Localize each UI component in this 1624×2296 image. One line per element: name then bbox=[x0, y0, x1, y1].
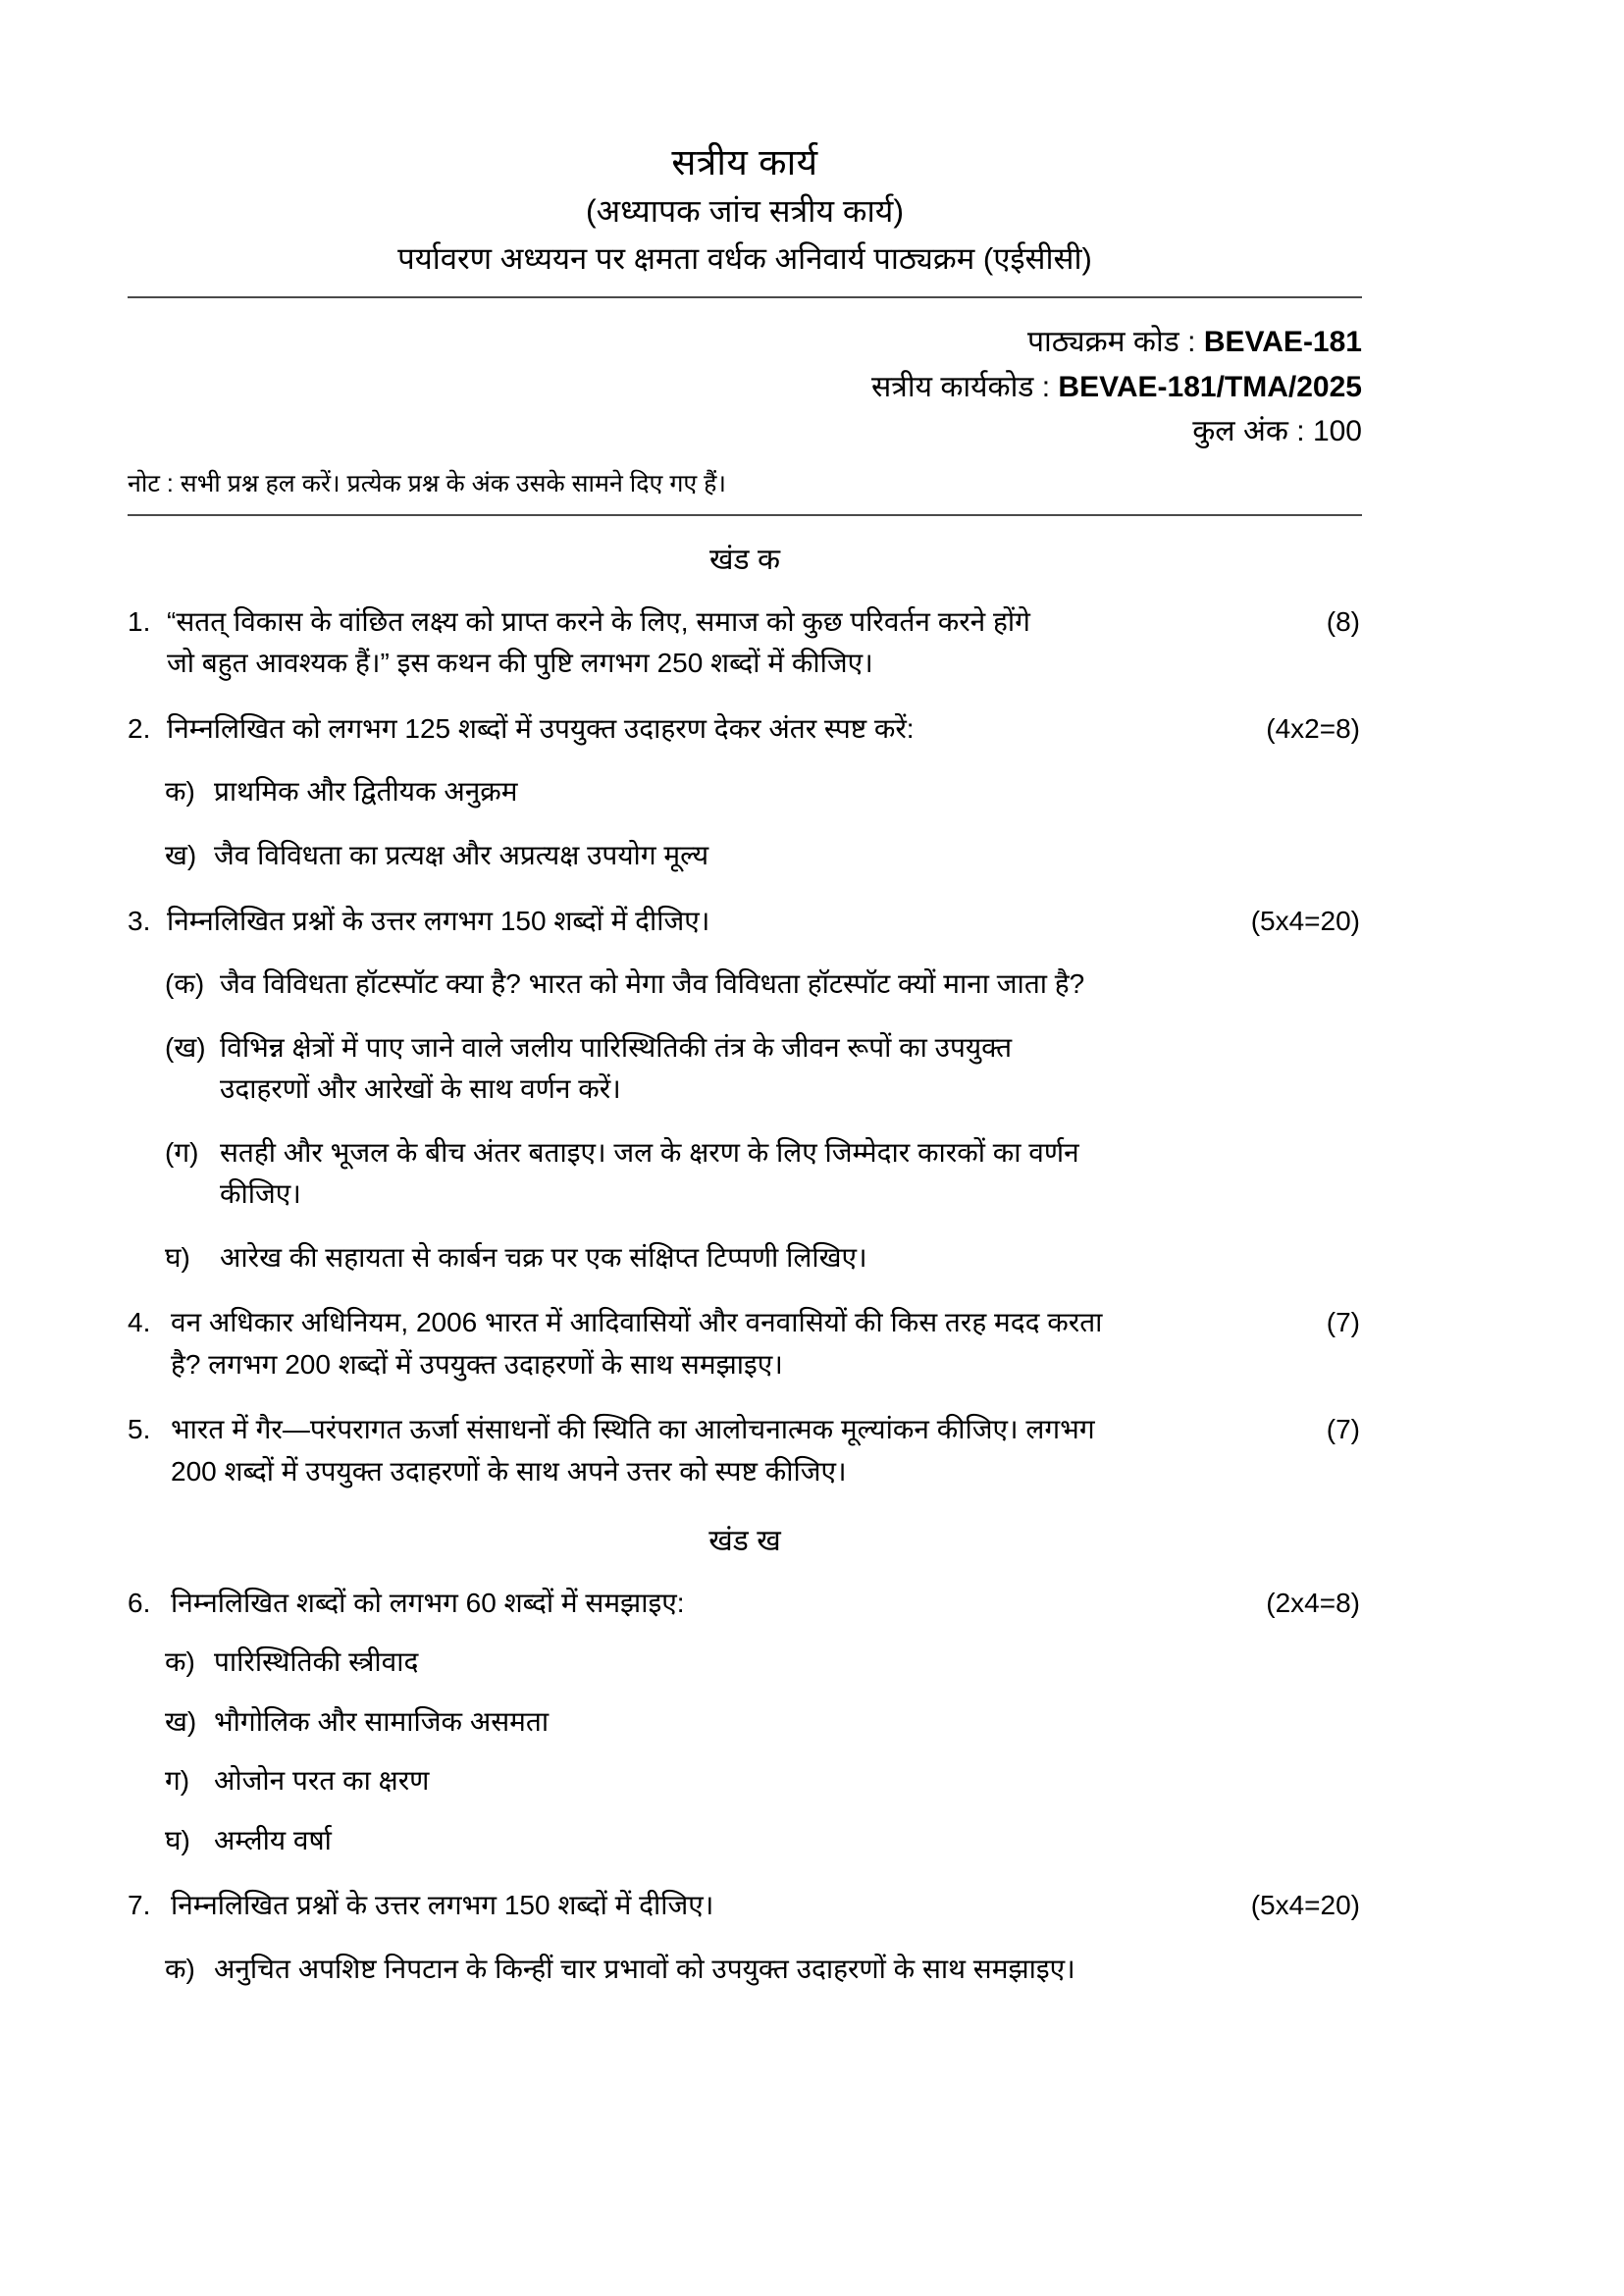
question-subpart bbox=[128, 771, 1362, 813]
question-marks: (7) bbox=[1326, 1414, 1360, 1445]
subpart-text bbox=[214, 1949, 1362, 1991]
subpart-line: अनुचित अपशिष्ट निपटान के किन्हीं चार प्रभावों को उपयुक्त उदाहरणों के साथ समझाइए। bbox=[214, 1953, 1075, 1984]
question-line: निम्नलिखित प्रश्नों के उत्तर लगभग 150 शब्दों में दीजिए। bbox=[167, 905, 710, 936]
question-text bbox=[171, 1302, 1242, 1385]
subpart-line: ओजोन परत का क्षरण bbox=[214, 1765, 430, 1797]
page-subtitle-secondary: पर्यावरण अध्ययन पर क्षमता वर्धक अनिवार्य पाठ्यक्रम (एईसीसी) bbox=[397, 240, 1092, 276]
question-subpart bbox=[128, 1642, 1362, 1684]
question-row bbox=[128, 1885, 1362, 1927]
question-subpart bbox=[128, 1237, 1362, 1279]
subpart-label: घ) bbox=[165, 1824, 190, 1855]
subpart-text bbox=[214, 835, 1362, 877]
header-divider-bottom bbox=[128, 514, 1362, 516]
question-number: 1. bbox=[128, 605, 151, 637]
subpart-label: (ग) bbox=[165, 1136, 199, 1168]
question-line: वन अधिकार अधिनियम, 2006 भारत में आदिवासियों और वनवासियों की किस तरह मदद करता bbox=[171, 1307, 1103, 1338]
question-number: 4. bbox=[128, 1307, 151, 1338]
subpart-line: उदाहरणों और आरेखों के साथ वर्णन करें। bbox=[220, 1073, 621, 1105]
question-subpart bbox=[128, 835, 1362, 877]
question-marks: (4x2=8) bbox=[1266, 712, 1360, 744]
question-marks: (2x4=8) bbox=[1266, 1587, 1360, 1618]
question-text bbox=[171, 1409, 1242, 1492]
subpart-label: (ख) bbox=[165, 1031, 206, 1063]
question-line: “सतत् विकास के वांछित लक्ष्य को प्राप्त करने के लिए, समाज को कुछ परिवर्तन करने होंगे bbox=[167, 605, 1030, 637]
question-marks: (7) bbox=[1326, 1307, 1360, 1338]
total-marks-value: 100 bbox=[1312, 415, 1362, 448]
question-subpart bbox=[128, 1132, 1362, 1216]
section-b-heading: खंड ख bbox=[708, 1524, 781, 1557]
subpart-text bbox=[214, 771, 1362, 813]
subpart-label: (क) bbox=[165, 968, 205, 1000]
subpart-label: ख) bbox=[165, 839, 197, 870]
subpart-label: क) bbox=[165, 776, 195, 808]
subpart-line: प्राथमिक और द्वितीयक अनुक्रम bbox=[214, 776, 518, 808]
page-subtitle-primary: (अध्यापक जांच सत्रीय कार्य) bbox=[586, 193, 904, 230]
question-subpart bbox=[128, 964, 1362, 1006]
subpart-text bbox=[214, 1701, 1362, 1744]
subpart-line: पारिस्थितिकी स्त्रीवाद bbox=[214, 1646, 419, 1678]
subpart-text bbox=[214, 1820, 1362, 1862]
question-row bbox=[128, 901, 1362, 943]
assignment-code-value: BEVAE-181/TMA/2025 bbox=[1058, 370, 1362, 403]
subpart-text bbox=[220, 1027, 1362, 1111]
question-subpart bbox=[128, 1949, 1362, 1991]
question-text bbox=[167, 901, 1223, 943]
subpart-line: जैव विविधता हॉटस्पॉट क्या है? भारत को मेगा जैव विविधता हॉटस्पॉट क्यों माना जाता है? bbox=[220, 968, 1085, 1000]
subpart-text bbox=[220, 1237, 1362, 1279]
question-row bbox=[128, 1302, 1362, 1385]
subpart-label: ख) bbox=[165, 1705, 197, 1737]
question-marks: (5x4=20) bbox=[1250, 905, 1360, 936]
question-number: 7. bbox=[128, 1890, 151, 1921]
question-line: है? लगभग 200 शब्दों में उपयुक्त उदाहरणों के साथ समझाइए। bbox=[171, 1348, 783, 1380]
question-subpart bbox=[128, 1820, 1362, 1862]
page-content bbox=[128, 0, 1362, 1990]
subpart-label: घ) bbox=[165, 1241, 190, 1273]
question-text bbox=[167, 601, 1223, 685]
question-row bbox=[128, 1409, 1362, 1492]
subpart-line: विभिन्न क्षेत्रों में पाए जाने वाले जलीय पारिस्थितिकी तंत्र के जीवन रूपों का उपयुक्त bbox=[220, 1031, 1013, 1063]
course-code-value: BEVAE-181 bbox=[1203, 326, 1362, 359]
question-subpart bbox=[128, 1760, 1362, 1802]
subpart-text bbox=[214, 1642, 1362, 1684]
course-code-label: पाठ्यक्रम कोड : bbox=[1026, 326, 1204, 359]
question-line: निम्नलिखित प्रश्नों के उत्तर लगभग 150 शब्दों में दीजिए। bbox=[171, 1890, 714, 1921]
question-row bbox=[128, 708, 1362, 751]
question-row bbox=[128, 601, 1362, 685]
question-text bbox=[171, 1583, 1223, 1625]
total-marks-line bbox=[128, 409, 1362, 454]
question-row bbox=[128, 1583, 1362, 1625]
assignment-code-line bbox=[128, 365, 1362, 410]
question-line: भारत में गैर—परंपरागत ऊर्जा संसाधनों की स्थिति का आलोचनात्मक मूल्यांकन कीजिए। लगभग bbox=[171, 1414, 1095, 1445]
subpart-text bbox=[220, 1132, 1362, 1216]
question-subpart bbox=[128, 1027, 1362, 1111]
question-subpart bbox=[128, 1701, 1362, 1744]
subpart-text bbox=[214, 1760, 1362, 1802]
question-marks: (8) bbox=[1326, 605, 1360, 637]
subpart-label: ग) bbox=[165, 1765, 190, 1797]
course-code-line bbox=[128, 320, 1362, 365]
header-divider-top bbox=[128, 296, 1362, 298]
subpart-line: भौगोलिक और सामाजिक असमता bbox=[214, 1705, 550, 1737]
question-line: निम्नलिखित को लगभग 125 शब्दों में उपयुक्त उदाहरण देकर अंतर स्पष्ट करें: bbox=[167, 712, 915, 744]
subpart-line: सतही और भूजल के बीच अंतर बताइए। जल के क्षरण के लिए जिम्मेदार कारकों का वर्णन bbox=[220, 1136, 1079, 1168]
section-a-heading: खंड क bbox=[709, 543, 780, 576]
question-text bbox=[167, 708, 1223, 751]
subpart-line: कीजिए। bbox=[220, 1178, 301, 1210]
question-number: 2. bbox=[128, 712, 151, 744]
subpart-line: अम्लीय वर्षा bbox=[214, 1824, 332, 1855]
course-meta-block bbox=[128, 320, 1362, 454]
subpart-label: क) bbox=[165, 1646, 195, 1678]
question-number: 3. bbox=[128, 905, 151, 936]
total-marks-label: कुल अंक : bbox=[1192, 415, 1313, 448]
subpart-label: क) bbox=[165, 1953, 195, 1984]
page-title: सत्रीय कार्य bbox=[671, 142, 818, 183]
instructions-note: नोट : सभी प्रश्न हल करें। प्रत्येक प्रश्न के अंक उसके सामने दिए गए हैं। bbox=[128, 470, 726, 498]
question-line: निम्नलिखित शब्दों को लगभग 60 शब्दों में समझाइए: bbox=[171, 1587, 685, 1618]
question-marks: (5x4=20) bbox=[1250, 1890, 1360, 1921]
question-line: 200 शब्दों में उपयुक्त उदाहरणों के साथ अपने उत्तर को स्पष्ट कीजिए। bbox=[171, 1455, 847, 1487]
question-line: जो बहुत आवश्यक हैं।” इस कथन की पुष्टि लगभग 250 शब्दों में कीजिए। bbox=[167, 648, 873, 679]
question-text bbox=[171, 1885, 1223, 1927]
question-number: 6. bbox=[128, 1587, 151, 1618]
subpart-line: जैव विविधता का प्रत्यक्ष और अप्रत्यक्ष उपयोग मूल्य bbox=[214, 839, 709, 870]
subpart-line: आरेख की सहायता से कार्बन चक्र पर एक संक्षिप्त टिप्पणी लिखिए। bbox=[220, 1241, 867, 1273]
question-number: 5. bbox=[128, 1414, 151, 1445]
subpart-text bbox=[220, 964, 1362, 1006]
assignment-code-label: सत्रीय कार्यकोड : bbox=[871, 370, 1059, 403]
